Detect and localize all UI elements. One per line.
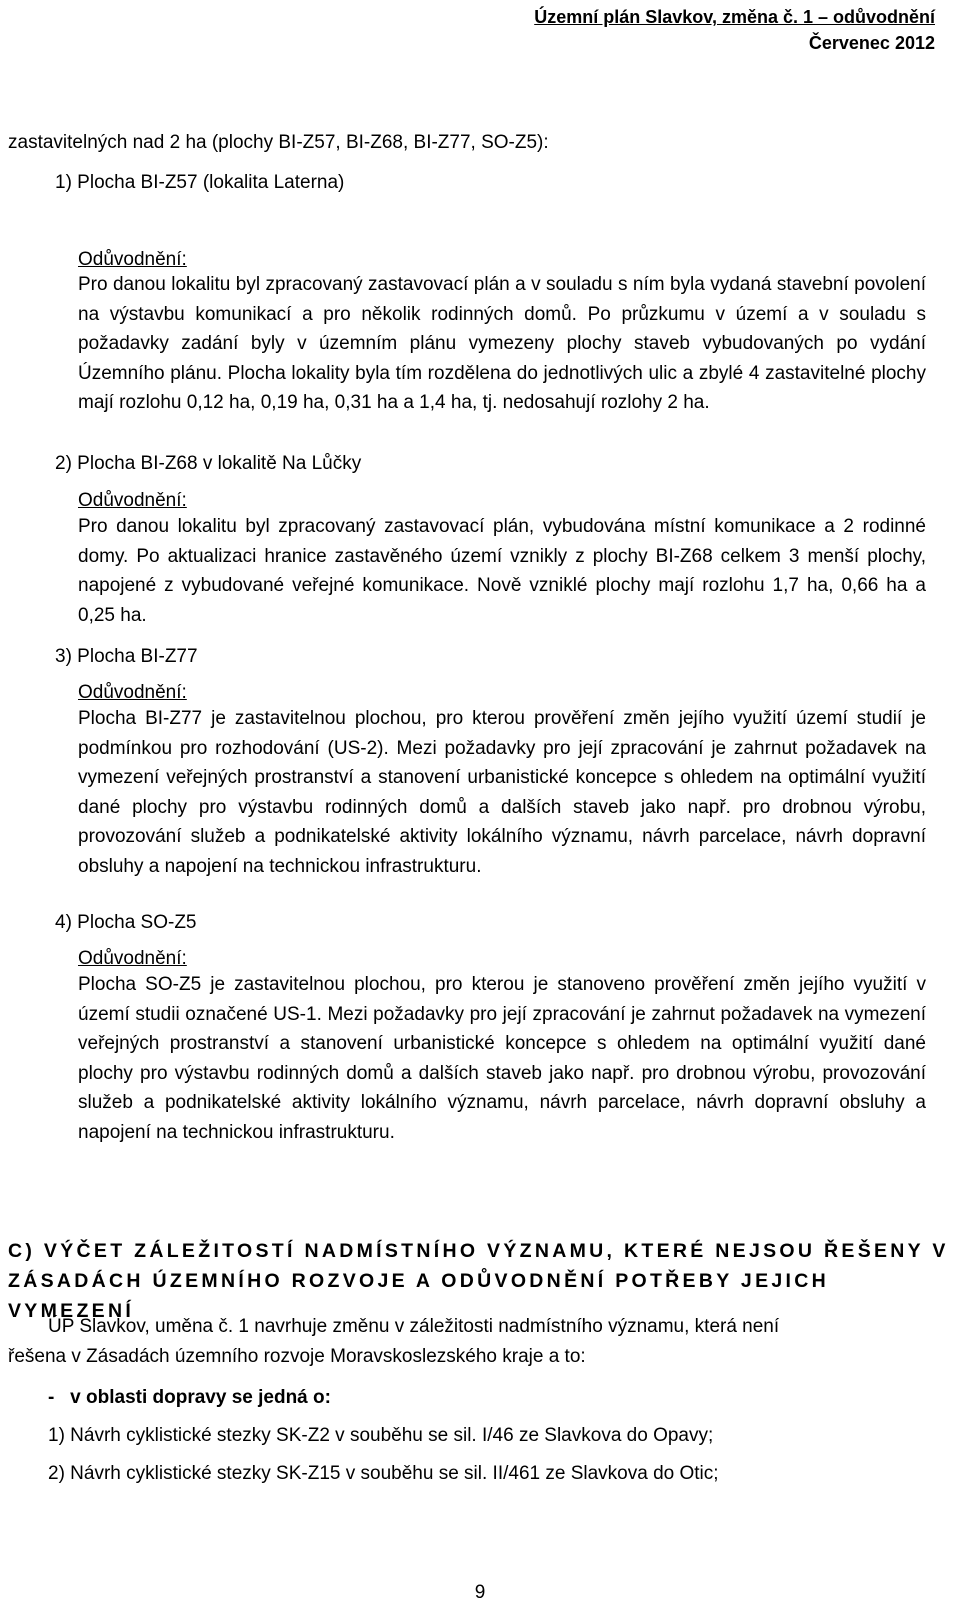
- transport-item-2: 2) Návrh cyklistické stezky SK-Z15 v souběhu se sil. II/461 ze Slavkova do Otic;: [48, 1463, 719, 1484]
- section-3-label: Odůvodnění:: [78, 682, 187, 703]
- document-title: Územní plán Slavkov, změna č. 1 – odůvodnění: [534, 7, 935, 27]
- document-date: Červenec 2012: [808, 33, 935, 53]
- section-4-label: Odůvodnění:: [78, 948, 187, 969]
- section-4-heading: 4) Plocha SO-Z5: [55, 912, 197, 933]
- chapter-heading: C) VÝČET ZÁLEŽITOSTÍ NADMÍSTNÍHO VÝZNAMU, KTERÉ NEJSOU ŘEŠENY V ZÁSADÁCH ÚZEMNÍHO ROZVOJE A ODŮVODNĚNÍ POTŘEBY JEJICH VYMEZENÍ: [8, 1240, 949, 1322]
- section-1-text: Pro danou lokalitu byl zpracovaný zastavovací plán a v souladu s ním byla vydaná stavební povolení na výstavbu komunikací a pro několik rodinných domů. Po průzkumu v území a v souladu s požadavky zadání byly v územním plánu vymezeny plochy staveb vybudovaných po vydání Územního plánu. Plocha lokality byla tím rozdělena do jednotlivých ulic a zbylé 4 zastavitelné plochy mají rozlohu 0,12 ha, 0,19 ha, 0,31 ha a 1,4 ha, tj. nedosahují rozlohy 2 ha.: [78, 274, 926, 413]
- transport-item-1: 1) Návrh cyklistické stezky SK-Z2 v souběhu se sil. I/46 ze Slavkova do Opavy;: [48, 1425, 714, 1446]
- section-3-text: Plocha BI-Z77 je zastavitelnou plochou, pro kterou prověření změn jejího využití území studií je podmínkou pro rozhodování (US-2). Mezi požadavky pro její zpracování je zahrnut požadavek na vymezení veřejných prostranství a stanovení urbanistické koncepce s ohledem na optimální využití dané plochy pro výstavbu rodinných domů a dalších staveb jako např. pro drobnou výrobu, provozování služeb a podnikatelské aktivity lokálního významu, návrh parcelace, návrh dopravní obsluhy a napojení na technickou infrastrukturu.: [78, 708, 926, 877]
- section-2-text: Pro danou lokalitu byl zpracovaný zastavovací plán, vybudována místní komunikace a 2 rodinné domy. Po aktualizaci hranice zastavěného území vznikly z plochy BI-Z68 celkem 3 menší plochy, napojené z vybudované veřejné komunikace. Nově vzniklé plochy mají rozlohu 1,7 ha, 0,66 ha a 0,25 ha.: [78, 516, 926, 626]
- chapter-paragraph-line-1: ÚP Slavkov, uměna č. 1 navrhuje změnu v záležitosti nadmístního významu, která není: [48, 1316, 780, 1337]
- section-2-label: Odůvodnění:: [78, 490, 187, 511]
- section-4-text: Plocha SO-Z5 je zastavitelnou plochou, pro kterou je stanoveno prověření změn jejího využití v území studii označené US-1. Mezi požadavky pro její zpracování je zahrnut požadavek na vymezení veřejných prostranství a stanovení urbanistické koncepce s ohledem na optimální využití dané plochy pro výstavbu rodinných domů a dalších staveb jako např. pro drobnou výrobu, provozování služeb a podnikatelské aktivity lokálního významu, návrh parcelace, návrh dopravní obsluhy a napojení na technickou infrastrukturu.: [78, 974, 926, 1143]
- section-3-heading: 3) Plocha BI-Z77: [55, 646, 198, 667]
- page-number: 9: [474, 1582, 486, 1603]
- transport-label: - v oblasti dopravy se jedná o:: [48, 1387, 331, 1408]
- chapter-paragraph-line-2: řešena v Zásadách územního rozvoje Moravskoslezského kraje a to:: [8, 1346, 586, 1367]
- page-header: [534, 4, 935, 56]
- intro-text: zastavitelných nad 2 ha (plochy BI-Z57, BI-Z68, BI-Z77, SO-Z5):: [8, 132, 549, 153]
- section-1-label: Odůvodnění:: [78, 249, 187, 270]
- section-1-heading: 1) Plocha BI-Z57 (lokalita Laterna): [55, 172, 345, 193]
- section-2-heading: 2) Plocha BI-Z68 v lokalitě Na Lůčky: [55, 453, 362, 474]
